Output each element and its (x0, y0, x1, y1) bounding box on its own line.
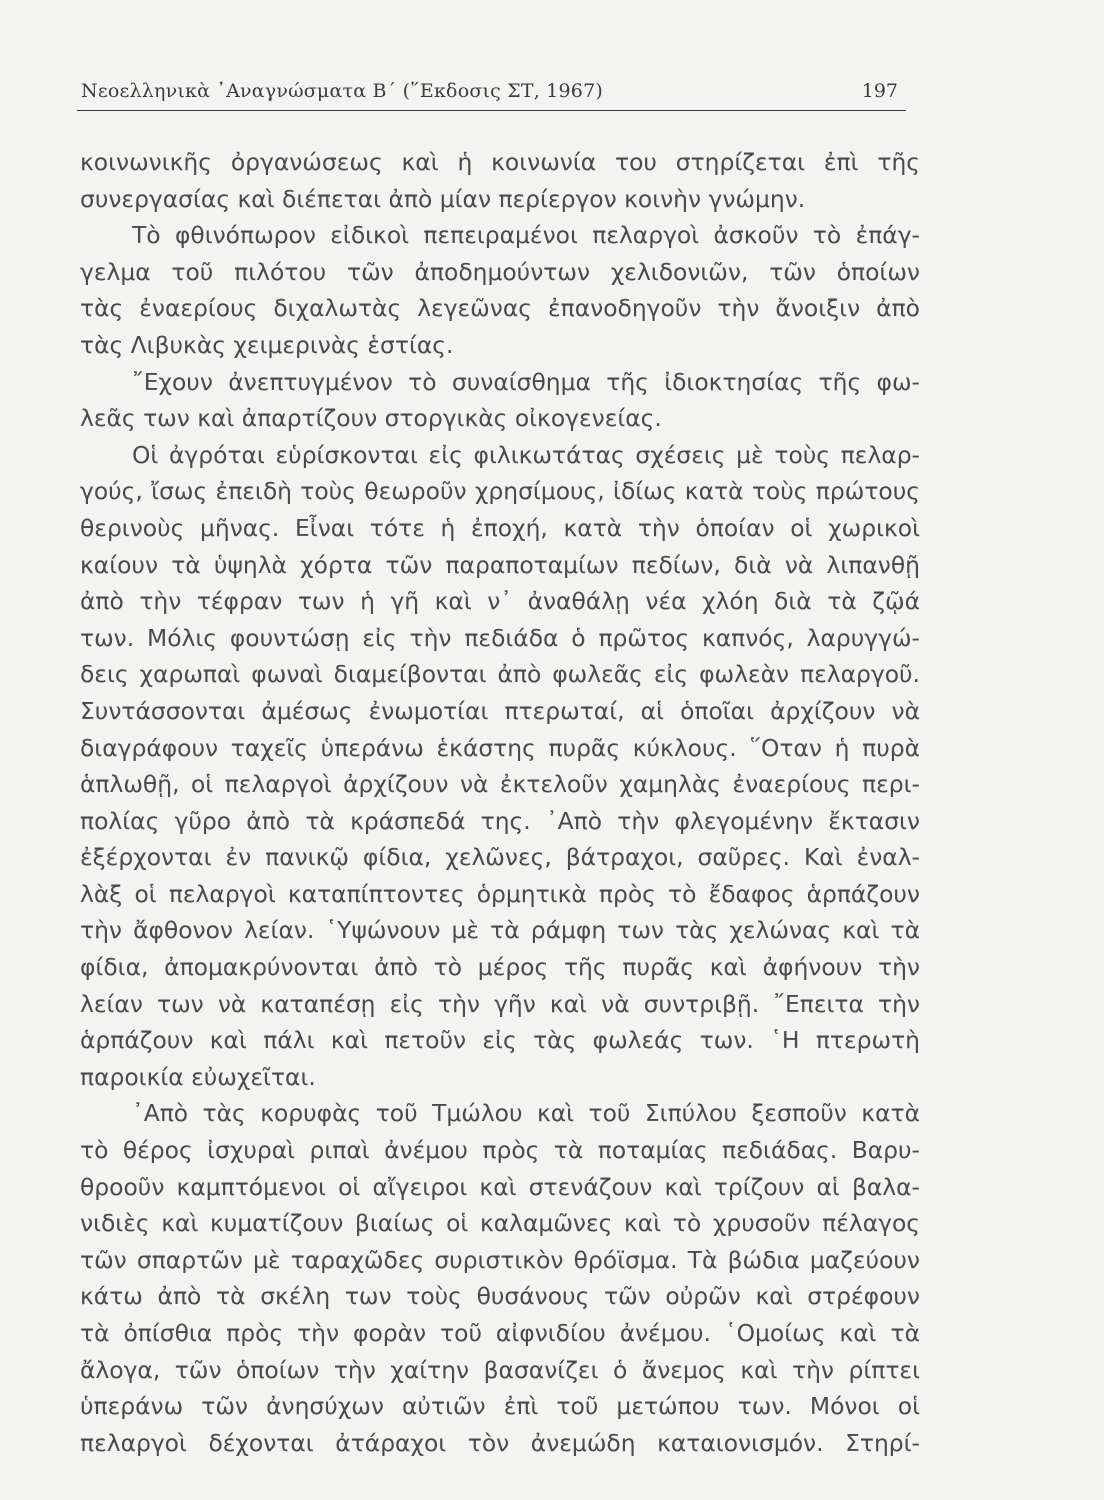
text-line: τὰς Λιβυκὰς χειμερινὰς ἑστίας. (80, 330, 454, 359)
text-line: τὰς ἐναερίους διχαλωτὰς λεγεῶνας ἐπανοδηγοῦν τὴν ἄνοιξιν ἀπὸ (80, 294, 920, 323)
running-header (77, 74, 906, 111)
text-line: Οἱ ἀγρόται εὑρίσκονται εἰς φιλικωτάτας σχέσεις μὲ τοὺς πελαρ- (132, 440, 920, 469)
text-line: των. Μόλις φουντώσῃ εἰς τὴν πεδιάδα ὁ πρῶτος καπνός, λαρυγγώ- (80, 623, 920, 652)
text-line: τῶν σπαρτῶν μὲ ταραχῶδες συριστικὸν θρόϊσμα. Τὰ βώδια μαζεύουν (80, 1245, 920, 1274)
text-line: παροικία εὐωχεῖται. (80, 1062, 316, 1091)
text-line: Συντάσσονται ἀμέσως ἐνωμοτίαι πτερωταί, αἱ ὁποῖαι ἀρχίζουν νὰ (80, 696, 920, 725)
text-line: συνεργασίας καὶ διέπεται ἀπὸ μίαν περίεργον κοινὴν γνώμην. (80, 184, 806, 213)
text-line: κάτω ἀπὸ τὰ σκέλη των τοὺς θυσάνους τῶν οὐρῶν καὶ στρέφουν (80, 1282, 920, 1311)
text-line: ἄλογα, τῶν ὁποίων τὴν χαίτην βασανίζει ὁ ἄνεμος καὶ τὴν ρίπτει (80, 1355, 920, 1384)
text-line: κοινωνικῆς ὀργανώσεως καὶ ἡ κοινωνία του στηρίζεται ἐπὶ τῆς (80, 148, 920, 176)
text-line: ἁρπάζουν καὶ πάλι καὶ πετοῦν εἰς τὰς φωλεάς των. ῾Η πτερωτὴ (80, 1026, 920, 1055)
text-line: λὰξ οἱ πελαργοὶ καταπίπτοντες ὁρμητικὰ πρὸς τὸ ἔδαφος ἁρπάζουν (80, 879, 920, 908)
text-line: τὴν ἄφθονον λείαν. ῾Υψώνουν μὲ τὰ ράμφη των τὰς χελώνας καὶ τὰ (80, 916, 920, 945)
text-line: θροοῦν καμπτόμενοι οἱ αἴγειροι καὶ στενάζουν καὶ τρίζουν αἱ βαλα- (80, 1172, 920, 1201)
text-line: γούς, ἴσως ἐπειδὴ τοὺς θεωροῦν χρησίμους, ἰδίως κατὰ τοὺς πρώτους (80, 477, 920, 506)
text-line: ἁπλωθῇ, οἱ πελαργοὶ ἀρχίζουν νὰ ἐκτελοῦν χαμηλὰς ἐναερίους περι- (80, 770, 920, 799)
text-line: λεᾶς των καὶ ἀπαρτίζουν στοργικὰς οἰκογενείας. (80, 404, 662, 433)
text-line: ἀπὸ τὴν τέφραν των ἡ γῆ καὶ ν᾿ ἀναθάλῃ νέα χλόη διὰ τὰ ζῷά (80, 587, 920, 616)
text-line: λείαν των νὰ καταπέσῃ εἰς τὴν γῆν καὶ νὰ συντριβῇ. ῎Επειτα τὴν (80, 989, 920, 1018)
text-line: ῎Εχουν ἀνεπτυγμένον τὸ συναίσθημα τῆς ἰδιοκτησίας τῆς φω- (132, 367, 920, 396)
text-line: νιδιὲς καὶ κυματίζουν βιαίως οἱ καλαμῶνες καὶ τὸ χρυσοῦν πέλαγος (80, 1209, 920, 1238)
text-line: ᾿Απὸ τὰς κορυφὰς τοῦ Τμώλου καὶ τοῦ Σιπύλου ξεσποῦν κατὰ (132, 1099, 920, 1128)
text-line: τὰ ὀπίσθια πρὸς τὴν φορὰν τοῦ αἰφνιδίου ἀνέμου. ῾Ομοίως καὶ τὰ (80, 1319, 920, 1347)
text-line: καίουν τὰ ὑψηλὰ χόρτα τῶν παραποταμίων πεδίων, διὰ νὰ λιπανθῇ (80, 550, 920, 579)
text-line: ἐξέρχονται ἐν πανικῷ φίδια, χελῶνες, βάτραχοι, σαῦρες. Καὶ ἐναλ- (80, 843, 920, 872)
text-line: γελμα τοῦ πιλότου τῶν ἀποδημούντων χελιδονιῶν, τῶν ὁποίων (80, 257, 920, 286)
text-line: ὑπεράνω τῶν ἀνησύχων αὐτιῶν ἐπὶ τοῦ μετώπου των. Μόνοι οἱ (80, 1392, 920, 1421)
text-line: διαγράφουν ταχεῖς ὑπεράνω ἑκάστης πυρᾶς κύκλους. ῞Οταν ἡ πυρὰ (80, 733, 920, 762)
text-line: θερινοὺς μῆνας. Εἶναι τότε ἡ ἐποχή, κατὰ τὴν ὁποίαν οἱ χωρικοὶ (80, 513, 920, 542)
text-line: φίδια, ἀπομακρύνονται ἀπὸ τὸ μέρος τῆς πυρᾶς καὶ ἀφήνουν τὴν (80, 953, 920, 982)
page-number: 197 (861, 80, 898, 102)
body-text (80, 144, 920, 1461)
text-line: δεις χαρωπαὶ φωναὶ διαμείβονται ἀπὸ φωλεᾶς εἰς φωλεὰν πελαργοῦ. (80, 660, 920, 689)
text-line: πολίας γῦρο ἀπὸ τὰ κράσπεδά της. ᾿Απὸ τὴν φλεγομένην ἔκτασιν (80, 806, 920, 835)
text-line: Τὸ φθινόπωρον εἰδικοὶ πεπειραμένοι πελαργοὶ ἀσκοῦν τὸ ἐπάγ- (132, 221, 920, 250)
text-line: πελαργοὶ δέχονται ἀτάραχοι τὸν ἀνεμώδη καταιονισμόν. Στηρί- (80, 1428, 920, 1457)
text-line: τὸ θέρος ἰσχυραὶ ριπαὶ ἀνέμου πρὸς τὰ ποταμίας πεδιάδας. Βαρυ- (80, 1136, 920, 1165)
header-title: Νεοελληνικὰ ᾿Αναγνώσματα Β΄ (῞Εκδοσις ΣΤ, 1967) (81, 80, 603, 102)
